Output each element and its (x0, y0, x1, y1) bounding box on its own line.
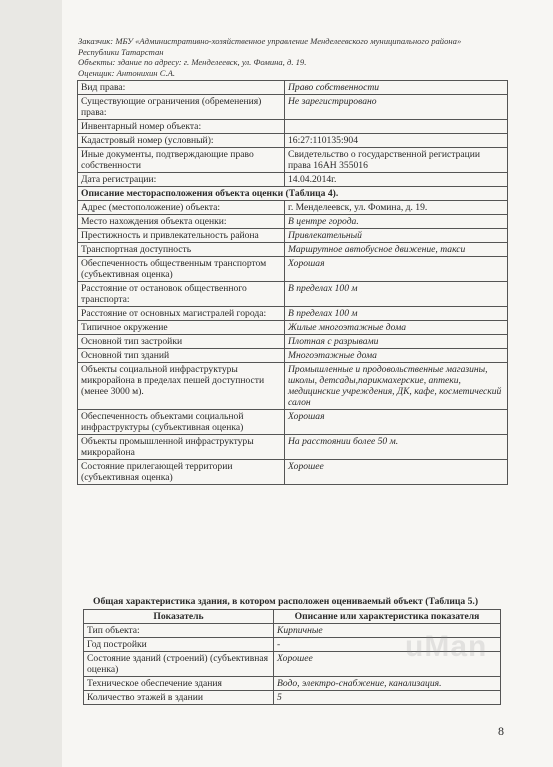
table-row (78, 215, 508, 229)
row-label: Год постройки (84, 638, 274, 652)
row-label: Техническое обеспечение здания (84, 677, 274, 691)
header-line: Заказчик: МБУ «Административно-хозяйственное управление Менделеевского муниципального района» (78, 36, 462, 46)
table-row (78, 349, 508, 363)
table-row (78, 120, 508, 134)
table-row (78, 257, 508, 282)
header-line: Оценщик: Антонихин С.А. (78, 67, 175, 78)
row-label: Место нахождения объекта оценки: (78, 215, 285, 229)
row-value: Плотная с разрывами (285, 335, 508, 349)
table-row (78, 363, 508, 410)
row-value: В центре города. (285, 215, 508, 229)
row-value: Хорошая (285, 257, 508, 282)
row-label: Типичное окружение (78, 321, 285, 335)
header-line: Объекты: здание по адресу: г. Менделеевск, ул. Фомина, д. 19. (78, 57, 307, 67)
table-row (78, 335, 508, 349)
row-value: Маршрутное автобусное движение, такси (285, 243, 508, 257)
row-value: Многоэтажные дома (285, 349, 508, 363)
row-label: Основной тип зданий (78, 349, 285, 363)
row-value: Привлекательный (285, 229, 508, 243)
table-row (78, 282, 508, 307)
document-header (78, 36, 518, 78)
row-label: Инвентарный номер объекта: (78, 120, 285, 134)
row-value: В пределах 100 м (285, 282, 508, 307)
row-label: Основной тип застройки (78, 335, 285, 349)
table-row (78, 134, 508, 148)
row-value: 14.04.2014г. (285, 173, 508, 187)
table-row (78, 148, 508, 173)
row-label: Объекты промышленной инфраструктуры микрорайона (78, 435, 285, 460)
row-value: 16:27:110135:904 (285, 134, 508, 148)
row-value (285, 120, 508, 134)
row-label: Тип объекта: (84, 624, 274, 638)
row-value: Не зарегистрировано (285, 95, 508, 120)
column-header: Описание или характеристика показателя (274, 610, 501, 624)
row-label: Вид права: (78, 81, 285, 95)
row-label: Кадастровый номер (условный): (78, 134, 285, 148)
table-row (78, 243, 508, 257)
table5-caption: Общая характеристика здания, в котором расположен оцениваемый объект (Таблица 5.) (93, 596, 479, 607)
row-value: 5 (274, 691, 501, 705)
table-row (78, 95, 508, 120)
table-row (78, 410, 508, 435)
watermark-logo: uMan (405, 630, 488, 663)
table-header-row (84, 610, 501, 624)
row-label: Транспортная доступность (78, 243, 285, 257)
row-value: На расстоянии более 50 м. (285, 435, 508, 460)
row-value: Кирпичные (274, 624, 501, 638)
row-value: Хорошее (274, 652, 501, 677)
table-row (78, 81, 508, 95)
row-value: Хорошее (285, 460, 508, 485)
row-value: Водо, электро-снабжение, канализация. (274, 677, 501, 691)
table-row (78, 460, 508, 485)
row-label: Существующие ограничения (обременения) права: (78, 95, 285, 120)
row-label: Количество этажей в здании (84, 691, 274, 705)
row-label: Дата регистрации: (78, 173, 285, 187)
row-value: Свидетельство о государственной регистрации права 16АН 355016 (285, 148, 508, 173)
table-row (84, 691, 501, 705)
row-label: Состояние зданий (строений) (субъективная оценка) (84, 652, 274, 677)
row-value: г. Менделеевск, ул. Фомина, д. 19. (285, 201, 508, 215)
row-label: Расстояние от основных магистралей города: (78, 307, 285, 321)
table-row (78, 201, 508, 215)
table-row (78, 321, 508, 335)
row-value: Жилые многоэтажные дома (285, 321, 508, 335)
header-line: Республики Татарстан (78, 46, 164, 57)
row-label: Адрес (местоположение) объекта: (78, 201, 285, 215)
row-label: Иные документы, подтверждающие право собственности (78, 148, 285, 173)
row-label: Состояние прилегающей территории (субъективная оценка) (78, 460, 285, 485)
row-value: Промышленные и продовольственные магазины, школы, детсады,парикмахерские, аптеки, медицинские учреждения, ДК, кафе, косметический салон (285, 363, 508, 410)
row-value: - (274, 638, 501, 652)
page-number: 8 (498, 724, 504, 738)
object-description-table (77, 80, 508, 485)
row-label: Престижность и привлекательность района (78, 229, 285, 243)
table-row (78, 173, 508, 187)
column-header: Показатель (84, 610, 274, 624)
row-label: Объекты социальной инфраструктуры микрорайона в пределах пешей доступности (менее 3000 м). (78, 363, 285, 410)
row-label: Обеспеченность общественным транспортом (субъективная оценка) (78, 257, 285, 282)
table-row (78, 435, 508, 460)
row-value: Хорошая (285, 410, 508, 435)
scan-margin (0, 0, 62, 767)
row-label: Обеспеченность объектами социальной инфраструктуры (субъективная оценка) (78, 410, 285, 435)
table-row (78, 229, 508, 243)
section-row (78, 187, 508, 201)
row-label: Расстояние от остановок общественного транспорта: (78, 282, 285, 307)
row-value: В пределах 100 м (285, 307, 508, 321)
section-title: Описание месторасположения объекта оценки (Таблица 4). (78, 187, 508, 201)
row-value: Право собственности (285, 81, 508, 95)
table-row (78, 307, 508, 321)
